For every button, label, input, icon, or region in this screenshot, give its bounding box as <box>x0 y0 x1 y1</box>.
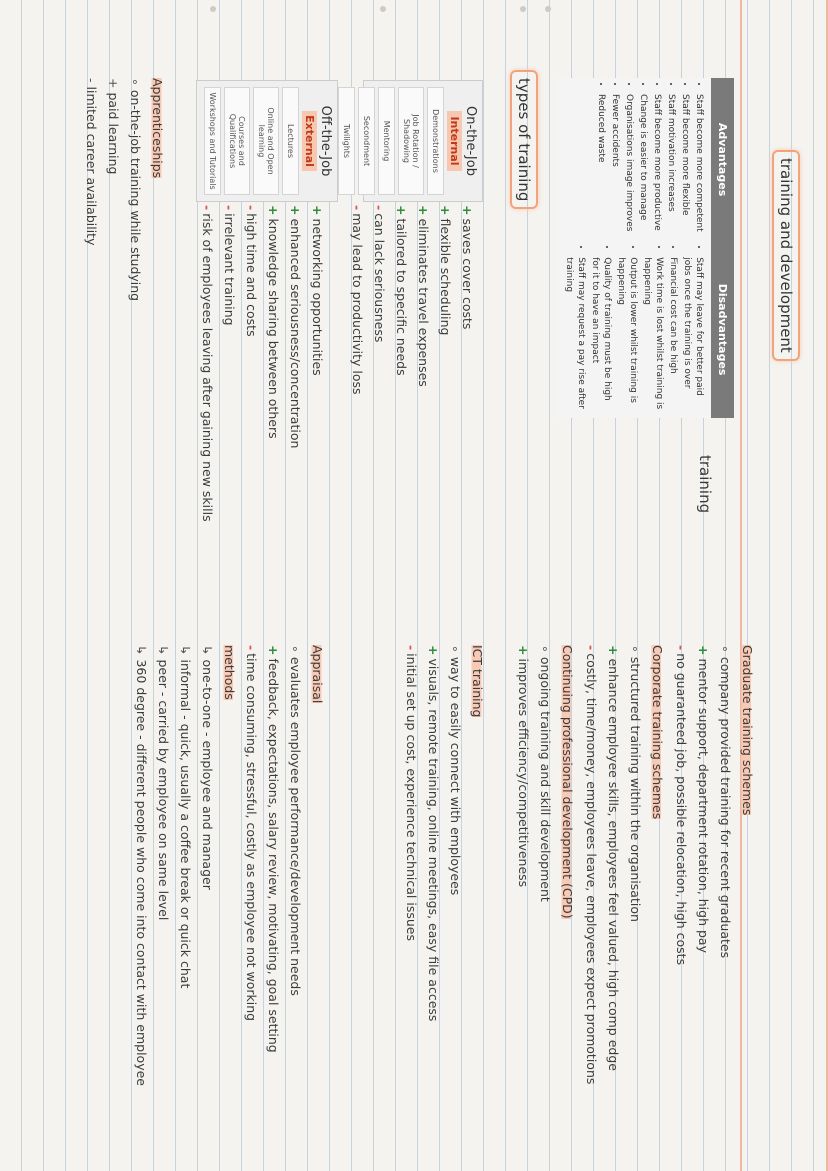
point <box>670 645 692 965</box>
point-text: limited career availability <box>84 86 99 246</box>
plus-icon: + <box>460 205 475 216</box>
minus-icon: - <box>350 205 365 211</box>
plus-icon: + <box>606 645 621 656</box>
point <box>534 645 556 919</box>
minus-icon: - <box>222 205 237 211</box>
training-label: training <box>696 455 714 514</box>
minus-icon: - <box>244 645 259 651</box>
point <box>390 205 412 395</box>
heading-text: Appraisal <box>310 645 325 704</box>
plus-icon: + <box>416 205 431 216</box>
heading-text: methods <box>222 645 237 700</box>
plus-icon: + <box>266 645 281 656</box>
arrow-icon: ↳ <box>178 645 193 656</box>
on-the-job-title: On-the-Job <box>463 106 478 176</box>
section-heading <box>146 78 168 301</box>
point-text: eliminates travel expenses <box>416 218 431 387</box>
point-text: mentor support, department rotation, high pay <box>696 658 711 953</box>
list-item: • Financial cost can be high <box>667 257 679 412</box>
point <box>714 645 736 965</box>
on-the-job-points <box>346 205 478 395</box>
bullet-icon: ∘ <box>448 645 463 653</box>
disadvantages-header: Disadvantages <box>711 241 734 418</box>
point <box>412 205 434 395</box>
point <box>580 645 602 1084</box>
list-item: • Work time is lost whilst training is happening <box>641 257 665 412</box>
point-text: informal - quick, usually a coffee break or quick chat <box>178 659 193 989</box>
point-text: peer - carried by employee on same level <box>156 659 171 921</box>
page-title: training and development <box>772 150 800 361</box>
list-item: • Fewer accidents <box>609 94 621 235</box>
bullet-icon: ∘ <box>628 645 643 653</box>
point <box>124 78 146 301</box>
point <box>284 645 306 1086</box>
list-item: • Staff become more productive <box>651 94 663 235</box>
point <box>218 205 240 522</box>
off-the-job-item: Online and Open learning <box>253 87 279 195</box>
point <box>602 645 624 1084</box>
arrow-icon: ↳ <box>200 645 215 656</box>
arrow-icon: ↳ <box>156 645 171 656</box>
appraisal-section <box>130 645 328 1086</box>
point-text: company provided training for recent graduates <box>718 656 733 959</box>
plus-icon: + <box>106 78 121 89</box>
point-text: visuals, remote training, online meetings, easy file access <box>426 658 441 1022</box>
methods-heading <box>218 645 240 1086</box>
point <box>306 205 328 522</box>
method-item <box>174 645 196 1086</box>
minus-icon: - <box>244 205 259 211</box>
point <box>102 78 124 301</box>
minus-icon: - <box>372 205 387 211</box>
point-text: knowledge sharing between others <box>266 218 281 439</box>
minus-icon: - <box>200 205 215 211</box>
minus-icon: - <box>674 645 689 651</box>
plus-icon: + <box>310 205 325 216</box>
point <box>240 645 262 1086</box>
point-text: costly, time/money, employees leave, employees expect promotions <box>584 653 599 1085</box>
bullet-icon: ∘ <box>288 645 303 653</box>
point-text: irrelevant training <box>222 213 237 326</box>
point-text: 360 degree - different people who come into contact with employee <box>134 659 149 1086</box>
section-heading <box>736 645 758 965</box>
on-the-job-item: Job Rotation / Shadowing <box>398 87 424 195</box>
point <box>512 645 534 919</box>
on-the-job-panel <box>342 80 483 202</box>
point <box>434 205 456 395</box>
point-text: tailored to specific needs <box>394 218 409 376</box>
plus-icon: + <box>426 645 441 656</box>
list-item: • Organisations image improves <box>623 94 635 235</box>
point <box>456 205 478 395</box>
point-text: ongoing training and skill development <box>538 656 553 902</box>
bullet-icon: ∘ <box>128 78 143 86</box>
heading-text: Continuing professional development (CPD) <box>560 645 575 919</box>
advantages-list <box>595 84 705 235</box>
point <box>284 205 306 522</box>
minus-icon: - <box>404 645 419 651</box>
arrow-icon: ↳ <box>134 645 149 656</box>
disadvantages-list <box>563 247 705 412</box>
off-the-job-item: Workshops and Tutorials <box>204 87 221 195</box>
list-item: • Reduced waste <box>595 94 607 235</box>
advantages-cell <box>555 78 711 241</box>
list-item: • Staff motivation increases <box>665 94 677 235</box>
point-text: enhance employee skills, employees feel valued, high comp edge <box>606 658 621 1071</box>
list-item: • Quality of training must be high for it to have an impact <box>589 257 613 412</box>
types-heading: types of training <box>510 70 538 209</box>
method-item <box>196 645 218 1086</box>
plus-icon: + <box>394 205 409 216</box>
plus-icon: + <box>438 205 453 216</box>
minus-icon: - <box>84 78 99 83</box>
point <box>444 645 466 1021</box>
apprenticeships-section <box>80 78 168 301</box>
plus-icon: + <box>266 205 281 216</box>
point <box>240 205 262 522</box>
disadvantages-cell <box>555 241 711 418</box>
on-the-job-item: Secondment <box>358 87 375 195</box>
cpd-section <box>512 645 578 919</box>
point-text: one-to-one - employee and manager <box>200 659 215 890</box>
point <box>346 205 368 395</box>
advantages-header: Advantages <box>711 78 734 241</box>
on-the-job-item: Mentoring <box>378 87 395 195</box>
section-heading <box>466 645 488 1021</box>
heading-text: Apprenticeships <box>150 78 165 179</box>
point-text: flexible scheduling <box>438 218 453 336</box>
minus-icon: - <box>584 645 599 651</box>
point-text: risk of employees leaving after gaining new skills <box>200 213 215 522</box>
point-text: initial set up cost, experience technical issues <box>404 653 419 941</box>
point-text: high time and costs <box>244 213 259 337</box>
list-item: • Output is lower whilst training is happening <box>615 257 639 412</box>
off-the-job-points <box>196 205 328 522</box>
corporate-section <box>580 645 668 1084</box>
heading-text: Corporate training schemes <box>650 645 665 820</box>
plus-icon: + <box>696 645 711 656</box>
method-item <box>152 645 174 1086</box>
list-item: • Change is easier to manage <box>637 94 649 235</box>
point-text: evaluates employee performance/development needs <box>288 656 303 996</box>
point-text: may lead to productivity loss <box>350 213 365 395</box>
point-text: feedback, expectations, salary review, motivating, goal setting <box>266 658 281 1053</box>
point-text: structured training within the organisation <box>628 656 643 922</box>
point-text: time consuming, stressful, costly as employee not working <box>244 653 259 1022</box>
section-heading <box>306 645 328 1086</box>
section-heading <box>556 645 578 919</box>
point <box>368 205 390 395</box>
advantages-disadvantages-table <box>555 78 734 418</box>
point-text: paid learning <box>106 92 121 175</box>
point-text: no guaranteed job, possible relocation, high costs <box>674 653 689 966</box>
off-the-job-subtitle: External <box>302 111 317 171</box>
list-item: • Staff become more flexible <box>679 94 691 235</box>
point-text: on-the-job training while studying <box>128 89 143 302</box>
method-item <box>130 645 152 1086</box>
on-the-job-subtitle: Internal <box>447 111 462 171</box>
point <box>624 645 646 1084</box>
list-item: • Staff may leave for better paid jobs once the training is over <box>681 257 705 412</box>
ict-section <box>400 645 488 1021</box>
point-text: enhanced seriousness/concentration <box>288 218 303 449</box>
point-text: way to easily connect with employees <box>448 656 463 896</box>
heading-text: ICT training <box>470 645 485 718</box>
on-the-job-item: Demonstrations <box>427 87 444 195</box>
bullet-icon: ∘ <box>538 645 553 653</box>
point <box>400 645 422 1021</box>
graduate-section <box>670 645 758 965</box>
point <box>196 205 218 522</box>
point <box>262 645 284 1086</box>
point-text: saves cover costs <box>460 218 475 330</box>
point <box>692 645 714 965</box>
on-the-job-item: Twilights <box>338 87 355 195</box>
off-the-job-panel <box>196 80 338 202</box>
list-item: • Staff become more competent <box>693 94 705 235</box>
off-the-job-item: Lectures <box>282 87 299 195</box>
point <box>262 205 284 522</box>
bullet-icon: ∘ <box>718 645 733 653</box>
point-text: networking opportunities <box>310 218 325 376</box>
point-text: can lack seriousness <box>372 213 387 343</box>
section-heading <box>646 645 668 1084</box>
off-the-job-title: Off-the-Job <box>318 105 333 177</box>
heading-text: Graduate training schemes <box>740 645 755 816</box>
plus-icon: + <box>516 645 531 656</box>
plus-icon: + <box>288 205 303 216</box>
point-text: improves efficiency/competitiveness <box>516 658 531 888</box>
off-the-job-item: Courses and Qualifications <box>224 87 250 195</box>
list-item: • Staff may request a pay rise after training <box>563 257 587 412</box>
point <box>80 78 102 301</box>
point <box>422 645 444 1021</box>
